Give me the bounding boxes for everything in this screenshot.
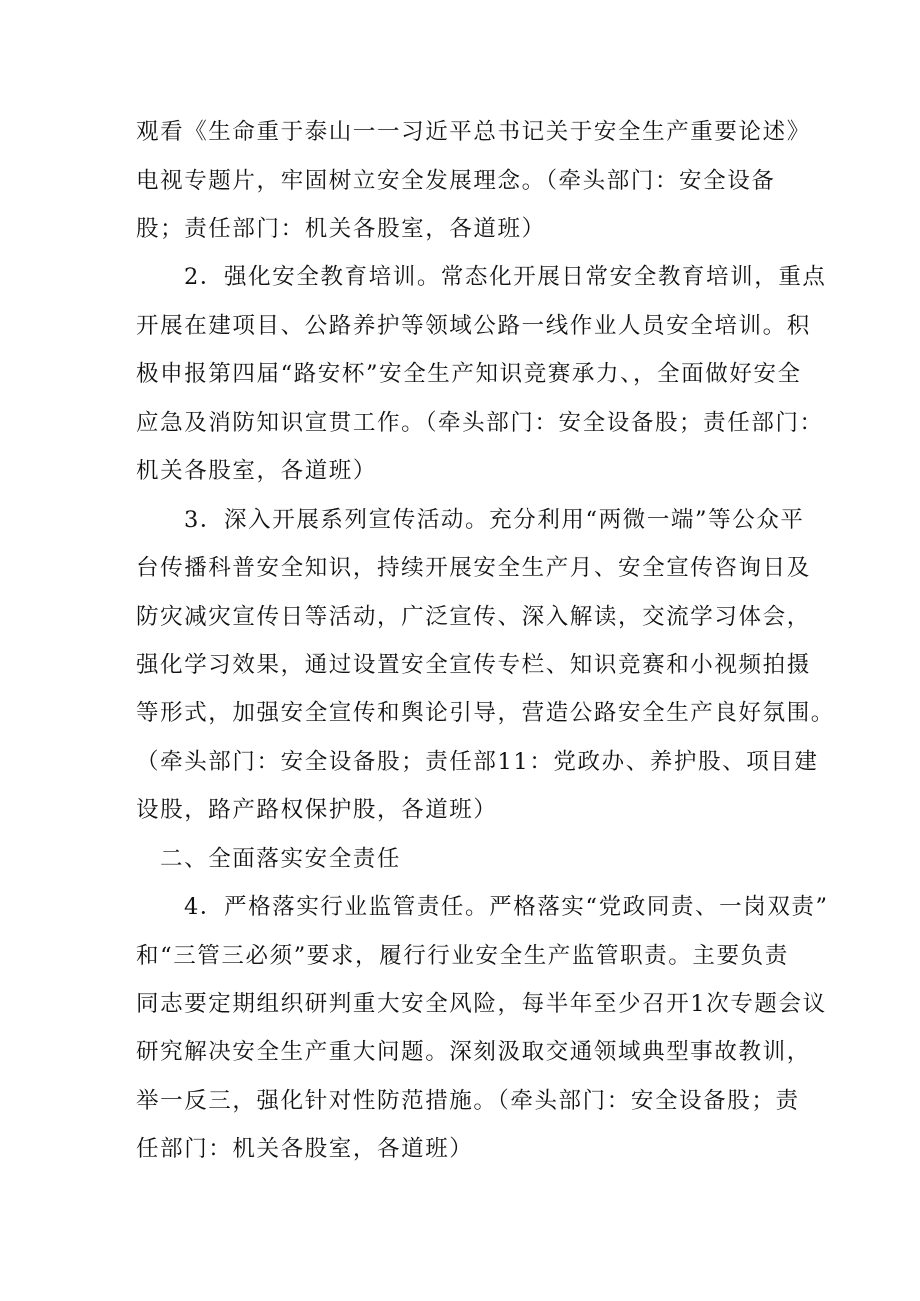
text-line: 开展在建项目、公路养护等领域公路一线作业人员安全培训。积 [136, 313, 811, 339]
text-line: 台传播科普安全知识，持续开展安全生产月、安全宣传咨询日及 [136, 555, 811, 581]
text-line: 同志要定期组织研判重大安全风险，每半年至少召开1次专题会议 [136, 991, 827, 1017]
text-line: 应急及消防知识宣贯工作。（牵头部门：安全设备股；责任部门： [136, 410, 824, 436]
text-line: 电视专题片，牢固树立安全发展理念。（牵头部门：安全设备 [136, 168, 776, 194]
text-line: 研究解决安全生产重大问题。深刻汲取交通领域典型事故教训， [136, 1039, 811, 1065]
paragraph-2-start: 2．强化安全教育培训。常态化开展日常安全教育培训，重点 [184, 264, 827, 290]
paragraph-4-start: 4．严格落实行业监管责任。严格落实“党政同责、一岗双责” [184, 894, 829, 920]
text-line: 观看《生命重于泰山一一习近平总书记关于安全生产重要论述》 [136, 119, 811, 145]
paragraph-3-start: 3．深入开展系列宣传活动。充分利用“两微一端”等公众平 [184, 507, 805, 533]
text-line: （牵头部门：安全设备股；责任部11：党政办、养护股、项目建 [136, 749, 819, 775]
text-line: 股；责任部门：机关各股室，各道班） [136, 216, 546, 242]
text-line: 防灾减灾宣传日等活动，广泛宣传、深入解读，交流学习体会， [136, 604, 811, 630]
section-heading: 二、全面落实安全责任 [160, 846, 402, 872]
text-line: 强化学习效果，通过设置安全宣传专栏、知识竞赛和小视频拍摄 [136, 652, 811, 678]
text-line: 任部门：机关各股室，各道班） [136, 1136, 474, 1162]
text-line: 极申报第四届“路安杯”安全生产知识竞赛承力、，全面做好安全 [136, 361, 802, 387]
text-line: 和“三管三必须”要求，履行行业安全生产监管职责。主要负责 [136, 943, 789, 969]
text-line: 举一反三，强化针对性防范措施。（牵头部门：安全设备股；责 [136, 1088, 800, 1114]
text-line: 设股，路产路权保护股，各道班） [136, 797, 498, 823]
text-line: 等形式，加强安全宣传和舆论引导，营造公路安全生产良好氛围。 [136, 700, 835, 726]
text-line: 机关各股室，各道班） [136, 458, 378, 484]
